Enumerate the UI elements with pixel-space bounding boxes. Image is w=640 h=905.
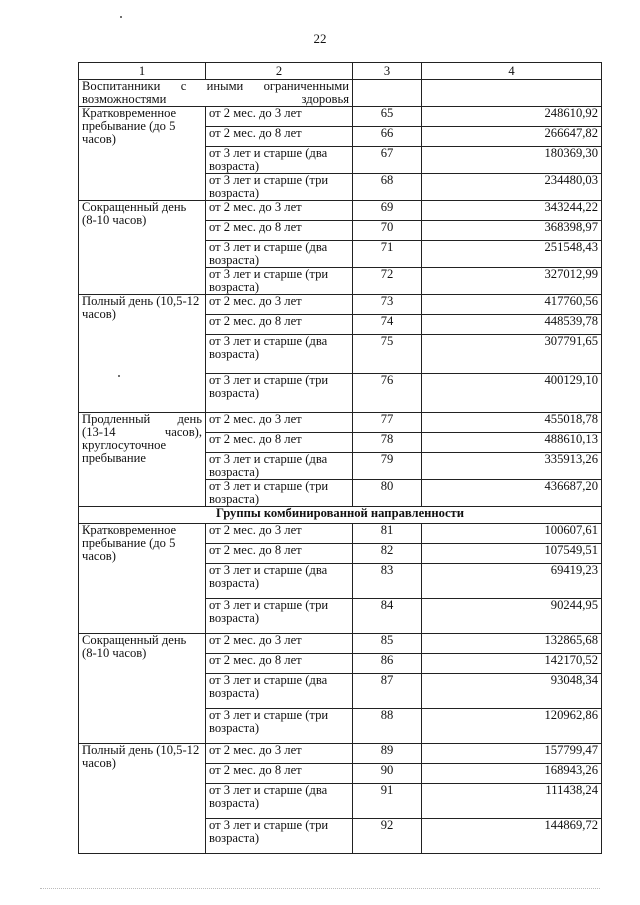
header-col-3: 3 (353, 63, 422, 80)
value-cell: 144869,72 (422, 819, 602, 854)
value-cell: 455018,78 (422, 413, 602, 433)
value-cell: 417760,56 (422, 295, 602, 315)
number-cell: 66 (353, 127, 422, 147)
age-cell: от 3 лет и старше (два возраста) (206, 784, 353, 819)
value-cell: 448539,78 (422, 315, 602, 335)
value-cell: 436687,20 (422, 480, 602, 507)
number-cell: 88 (353, 709, 422, 744)
number-cell: 79 (353, 453, 422, 480)
number-cell: 77 (353, 413, 422, 433)
section-heading: Группы комбинированной направленности (79, 507, 602, 524)
number-cell: 72 (353, 268, 422, 295)
age-cell: от 3 лет и старше (два возраста) (206, 453, 353, 480)
value-cell: 157799,47 (422, 744, 602, 764)
scan-speck (118, 375, 120, 377)
value-cell: 248610,92 (422, 107, 602, 127)
value-cell: 69419,23 (422, 564, 602, 599)
age-cell: от 3 лет и старше (три возраста) (206, 374, 353, 413)
number-cell: 70 (353, 221, 422, 241)
header-col-1: 1 (79, 63, 206, 80)
number-cell: 83 (353, 564, 422, 599)
table-row (79, 80, 602, 107)
age-cell: от 2 мес. до 3 лет (206, 413, 353, 433)
header-col-4: 4 (422, 63, 602, 80)
group-cell: Полный день (10,5-12 часов) (79, 744, 206, 854)
number-cell: 65 (353, 107, 422, 127)
group-cell: Полный день (10,5-12 часов) (79, 295, 206, 413)
number-cell: 68 (353, 174, 422, 201)
table-row (79, 634, 602, 654)
age-cell: от 3 лет и старше (три возраста) (206, 709, 353, 744)
scan-noise-line (40, 888, 600, 891)
age-cell: от 3 лет и старше (три возраста) (206, 268, 353, 295)
number-cell: 69 (353, 201, 422, 221)
age-cell: от 2 мес. до 3 лет (206, 295, 353, 315)
empty-cell (422, 80, 602, 107)
header-col-2: 2 (206, 63, 353, 80)
value-cell: 368398,97 (422, 221, 602, 241)
value-cell: 120962,86 (422, 709, 602, 744)
number-cell: 84 (353, 599, 422, 634)
number-cell: 71 (353, 241, 422, 268)
age-cell: от 2 мес. до 3 лет (206, 201, 353, 221)
number-cell: 80 (353, 480, 422, 507)
age-cell: от 3 лет и старше (два возраста) (206, 335, 353, 374)
value-cell: 111438,24 (422, 784, 602, 819)
age-cell: от 2 мес. до 8 лет (206, 433, 353, 453)
age-cell: от 2 мес. до 3 лет (206, 107, 353, 127)
number-cell: 92 (353, 819, 422, 854)
value-cell: 180369,30 (422, 147, 602, 174)
value-cell: 488610,13 (422, 433, 602, 453)
age-cell: от 3 лет и старше (два возраста) (206, 147, 353, 174)
number-cell: 85 (353, 634, 422, 654)
number-cell: 81 (353, 524, 422, 544)
table-row (79, 507, 602, 524)
value-cell: 100607,61 (422, 524, 602, 544)
table-row (79, 295, 602, 315)
number-cell: 78 (353, 433, 422, 453)
age-cell: от 3 лет и старше (два возраста) (206, 674, 353, 709)
category-label: Воспитанники с иными ограниченными возможностями здоровья (82, 79, 349, 106)
age-cell: от 2 мес. до 8 лет (206, 654, 353, 674)
number-cell: 90 (353, 764, 422, 784)
group-cell: Кратковременное пребывание (до 5 часов) (79, 524, 206, 634)
table-row (79, 201, 602, 221)
age-cell: от 2 мес. до 3 лет (206, 524, 353, 544)
value-cell: 234480,03 (422, 174, 602, 201)
age-cell: от 3 лет и старше (три возраста) (206, 819, 353, 854)
value-cell: 142170,52 (422, 654, 602, 674)
scan-speck (120, 16, 122, 18)
age-cell: от 2 мес. до 3 лет (206, 744, 353, 764)
number-cell: 73 (353, 295, 422, 315)
age-cell: от 2 мес. до 8 лет (206, 764, 353, 784)
value-cell: 400129,10 (422, 374, 602, 413)
age-cell: от 2 мес. до 8 лет (206, 315, 353, 335)
value-cell: 90244,95 (422, 599, 602, 634)
age-cell: от 3 лет и старше (три возраста) (206, 174, 353, 201)
number-cell: 75 (353, 335, 422, 374)
number-cell: 82 (353, 544, 422, 564)
age-cell: от 3 лет и старше (два возраста) (206, 241, 353, 268)
group-cell: Продленный день (13-14 часов), круглосуточное пребывание (79, 413, 206, 507)
value-cell: 107549,51 (422, 544, 602, 564)
value-cell: 343244,22 (422, 201, 602, 221)
tariff-table (78, 62, 602, 854)
number-cell: 87 (353, 674, 422, 709)
age-cell: от 3 лет и старше (три возраста) (206, 599, 353, 634)
table-row (79, 744, 602, 764)
number-cell: 67 (353, 147, 422, 174)
category-cell (79, 80, 353, 107)
age-cell: от 3 лет и старше (три возраста) (206, 480, 353, 507)
number-cell: 89 (353, 744, 422, 764)
empty-cell (353, 80, 422, 107)
value-cell: 327012,99 (422, 268, 602, 295)
age-cell: от 2 мес. до 8 лет (206, 127, 353, 147)
value-cell: 93048,34 (422, 674, 602, 709)
age-cell: от 2 мес. до 8 лет (206, 544, 353, 564)
group-cell: Кратковременное пребывание (до 5 часов) (79, 107, 206, 201)
value-cell: 266647,82 (422, 127, 602, 147)
number-cell: 74 (353, 315, 422, 335)
group-cell: Сокращенный день (8-10 часов) (79, 634, 206, 744)
table-header-row (79, 63, 602, 80)
value-cell: 168943,26 (422, 764, 602, 784)
table-row (79, 413, 602, 433)
value-cell: 307791,65 (422, 335, 602, 374)
table-row (79, 524, 602, 544)
number-cell: 86 (353, 654, 422, 674)
number-cell: 91 (353, 784, 422, 819)
number-cell: 76 (353, 374, 422, 413)
value-cell: 335913,26 (422, 453, 602, 480)
table-row (79, 107, 602, 127)
value-cell: 251548,43 (422, 241, 602, 268)
age-cell: от 2 мес. до 3 лет (206, 634, 353, 654)
page-number: 22 (313, 31, 327, 46)
age-cell: от 2 мес. до 8 лет (206, 221, 353, 241)
value-cell: 132865,68 (422, 634, 602, 654)
age-cell: от 3 лет и старше (два возраста) (206, 564, 353, 599)
group-cell: Сокращенный день (8-10 часов) (79, 201, 206, 295)
